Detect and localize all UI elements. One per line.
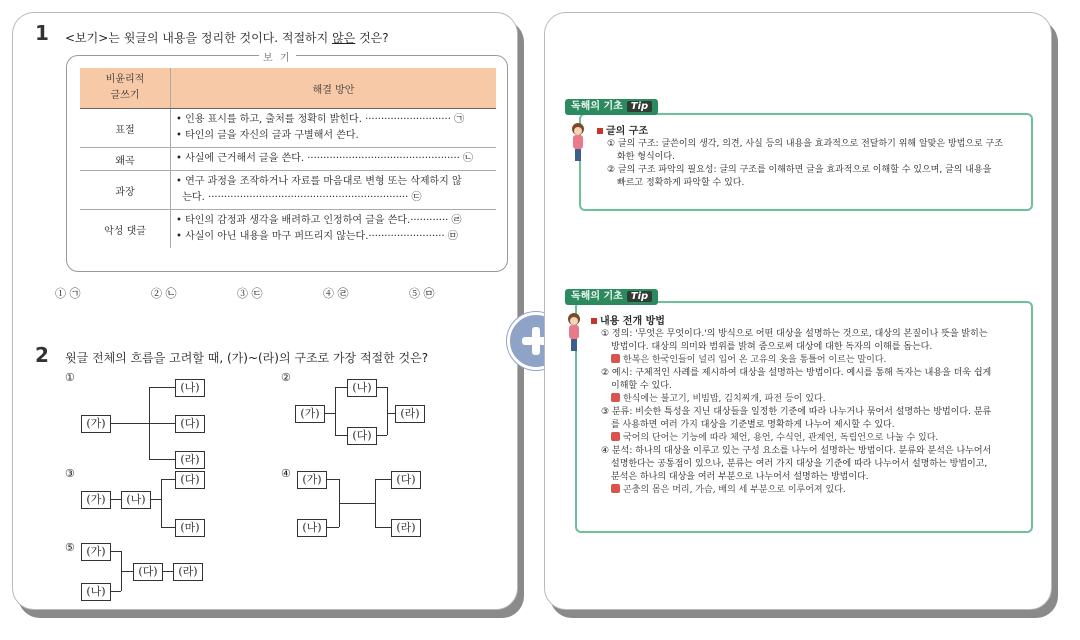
choice-4[interactable]: ④ ㉣ <box>323 287 349 300</box>
tip-line: ① 정의: '무엇은 무엇이다.'의 방식으로 어떤 대상을 설명하는 것으로, 대상의 본질이나 뜻을 밝히는 <box>601 329 988 339</box>
node-ga: (가) <box>297 471 327 489</box>
tip-content-2 <box>591 315 1027 497</box>
node-da: (다) <box>347 427 377 445</box>
tip-line: 빠르고 정확하게 파악할 수 있다. <box>617 178 745 188</box>
row-value <box>171 109 497 148</box>
q2-num-text: 2 <box>35 343 49 367</box>
connector <box>111 591 121 592</box>
diagram-choice-2[interactable] <box>281 371 461 451</box>
example-text: 한식에는 불고기, 비빔밥, 김치찌개, 파전 등이 있다. <box>623 394 826 404</box>
example-text: 곤충의 몸은 머리, 가슴, 배의 세 부분으로 이루어져 있다. <box>623 485 846 495</box>
girl-character-icon <box>565 313 583 353</box>
node-na: (나) <box>175 379 205 397</box>
tip-line: ③ 분류: 비슷한 특성을 지닌 대상들을 일정한 기준에 따라 나누거나 묶어서 설명하는 방법이다. 분류 <box>601 407 992 417</box>
node-ra: (라) <box>395 405 425 423</box>
question-1-number <box>35 21 49 45</box>
connector <box>377 435 387 436</box>
table-row <box>80 210 496 249</box>
example-line <box>591 432 1027 445</box>
node-ga: (가) <box>81 415 111 433</box>
connector <box>111 499 121 500</box>
question-2-number <box>35 343 49 367</box>
tip-line: 방법이다. 대상의 의미와 범위를 밝혀 줌으로써 대상에 대한 독자의 이해를 돕는다. <box>611 342 933 352</box>
tip-header-1 <box>565 99 658 115</box>
tip-line: ② 예시: 구체적인 사례를 제시하여 대상을 설명하는 방법이다. 예시를 통해 독자는 내용을 더욱 쉽게 <box>601 368 992 378</box>
tip-head-label: 독해의 기초 <box>571 291 623 302</box>
row-value <box>171 210 497 249</box>
connector <box>111 423 149 424</box>
tip-title-text: 글의 구조 <box>606 126 649 137</box>
example-line <box>591 354 1027 367</box>
row-key: 왜곡 <box>80 148 171 171</box>
tip-line: 분석은 하나의 대상을 여러 부분으로 나누어서 설명하는 방법이다. <box>611 472 869 482</box>
choice-2[interactable]: ② ㉡ <box>151 287 177 300</box>
diagram-number: ① <box>65 371 75 384</box>
tip-title-1 <box>597 125 1029 138</box>
diagram-number: ⑤ <box>65 541 75 554</box>
example-text: 국어의 단어는 기능에 따라 체언, 용언, 수식언, 관계언, 독립언으로 나눌 수 있다. <box>623 433 939 443</box>
connector <box>111 551 121 552</box>
node-da: (다) <box>391 471 421 489</box>
header-value: 해결 방안 <box>171 68 497 109</box>
tip-content-1 <box>597 125 1029 190</box>
connector <box>377 387 387 388</box>
tip-line: 를 사용하면 여러 가지 대상을 기준별로 명확하게 나누어 제시할 수 있다. <box>611 420 895 430</box>
row-line: • 사실에 근거해서 글을 쓴다. ················································ ㉡ <box>176 153 473 164</box>
tip-title-2 <box>591 315 1027 328</box>
table-header <box>80 68 496 109</box>
tip-line: ② 글의 구조 파악의 필요성: 글의 구조를 이해하면 글을 효과적으로 이해할 수 있으며, 글의 내용을 <box>607 165 992 175</box>
table-row <box>80 171 496 210</box>
tip-line: ④ 분석: 하나의 대상을 이루고 있는 구성 요소를 나누어 설명하는 방법이다. 분류와 분석은 나누어서 <box>601 446 992 456</box>
tip-badge: Tip <box>627 101 652 112</box>
connector <box>149 423 175 424</box>
connector <box>121 571 133 572</box>
connector <box>161 527 175 528</box>
diagram-number: ② <box>281 371 291 384</box>
connector <box>151 499 161 500</box>
tip-line: 화한 형식이다. <box>617 152 675 162</box>
node-ga: (가) <box>81 491 111 509</box>
example-icon <box>611 354 620 363</box>
row-key: 표절 <box>80 109 171 148</box>
connector <box>149 459 175 460</box>
diagram-choice-5[interactable] <box>65 539 245 605</box>
node-na: (나) <box>347 379 377 397</box>
node-ra: (라) <box>391 519 421 537</box>
tip-badge: Tip <box>627 291 652 302</box>
table-row <box>80 109 496 148</box>
connector <box>149 387 175 388</box>
choice-5[interactable]: ⑤ ㉤ <box>409 287 435 300</box>
row-value <box>171 171 497 210</box>
bullet-icon <box>597 128 603 134</box>
question-2-prompt: 윗글 전체의 흐름을 고려할 때, (가)~(라)의 구조로 가장 적절한 것은? <box>65 351 429 365</box>
row-key: 악성 댓글 <box>80 210 171 249</box>
connector <box>387 387 388 435</box>
bullet-icon <box>591 318 597 324</box>
node-da: (다) <box>175 415 205 433</box>
q1-prompt-b: 것은? <box>355 31 389 45</box>
diagram-choice-3[interactable] <box>65 467 245 547</box>
diagram-number: ④ <box>281 467 291 480</box>
connector <box>375 479 376 527</box>
example-icon <box>611 393 620 402</box>
tip-line: ① 글의 구조: 글쓴이의 생각, 의견, 사실 등의 내용을 효과적으로 전달하기 위해 알맞은 방법으로 구조 <box>607 139 1003 149</box>
node-na: (나) <box>121 491 151 509</box>
tip-line: 설명한다는 공통점이 있으나, 분류는 여러 가지 대상을 기준에 따라 나누어서 설명하는 방법이고, <box>611 459 988 469</box>
node-ga: (가) <box>295 405 325 423</box>
row-line: • 사실이 아닌 내용을 마구 퍼뜨리지 않는다.························ ㉤ <box>176 231 458 242</box>
example-text: 한복은 한국인들이 널리 입어 온 고유의 옷을 통틀어 이르는 말이다. <box>623 355 887 365</box>
tip-head-label: 독해의 기초 <box>571 101 623 112</box>
choice-1[interactable]: ① ㉠ <box>55 287 81 300</box>
row-line: 는다. ······························································· ㉢ <box>176 192 422 203</box>
example-line <box>591 393 1027 406</box>
connector <box>161 479 162 527</box>
row-value <box>171 148 497 171</box>
row-line: • 타인의 감정과 생각을 배려하고 인정하여 글을 쓴다.············ ㉣ <box>176 215 462 226</box>
connector <box>335 387 347 388</box>
q1-num-text: 1 <box>35 21 49 45</box>
connector <box>375 479 391 480</box>
connector <box>387 413 395 414</box>
node-da: (다) <box>175 471 205 489</box>
tip-line: 이해할 수 있다. <box>611 381 672 391</box>
connector <box>339 503 375 504</box>
tip-panel <box>544 12 1052 610</box>
connector <box>327 527 339 528</box>
bogi-label: 보 기 <box>259 49 296 64</box>
connector <box>325 413 335 414</box>
example-icon <box>611 432 620 441</box>
q1-prompt-underline: 않은 <box>332 31 356 45</box>
girl-character-icon <box>569 123 587 163</box>
ethics-table <box>80 68 496 248</box>
diagram-choice-4[interactable] <box>281 467 461 547</box>
row-key: 과장 <box>80 171 171 210</box>
tip-header-2 <box>565 289 658 305</box>
choice-3[interactable]: ③ ㉢ <box>237 287 263 300</box>
row-line: • 인용 표시를 하고, 출처를 정확히 밝힌다. ··························· ㉠ <box>176 114 465 125</box>
example-icon <box>611 484 620 493</box>
node-na: (나) <box>297 519 327 537</box>
header-key: 비윤리적 글쓰기 <box>80 68 171 109</box>
connector <box>161 479 175 480</box>
connector <box>335 435 347 436</box>
node-da: (다) <box>133 563 163 581</box>
row-line: • 타인의 글을 자신의 글과 구별해서 쓴다. <box>176 130 359 141</box>
node-na: (나) <box>81 583 111 601</box>
question-panel <box>12 12 518 610</box>
tip-title-text: 내용 전개 방법 <box>600 316 665 327</box>
node-ra: (라) <box>175 451 205 469</box>
node-ra: (라) <box>173 563 203 581</box>
connector <box>163 571 173 572</box>
connector <box>375 527 391 528</box>
connector <box>327 479 339 480</box>
q1-prompt-a: <보기>는 윗글의 내용을 정리한 것이다. 적절하지 <box>65 31 333 45</box>
diagram-choice-1[interactable] <box>65 371 245 466</box>
diagram-number: ③ <box>65 467 75 480</box>
node-ga: (가) <box>81 543 111 561</box>
row-line: • 연구 과정을 조작하거나 자료를 마음대로 변형 또는 삭제하지 않 <box>176 176 462 187</box>
question-1-prompt <box>65 29 389 46</box>
table-row <box>80 148 496 171</box>
connector <box>335 387 336 435</box>
example-line <box>591 484 1027 497</box>
node-ma: (마) <box>175 519 205 537</box>
